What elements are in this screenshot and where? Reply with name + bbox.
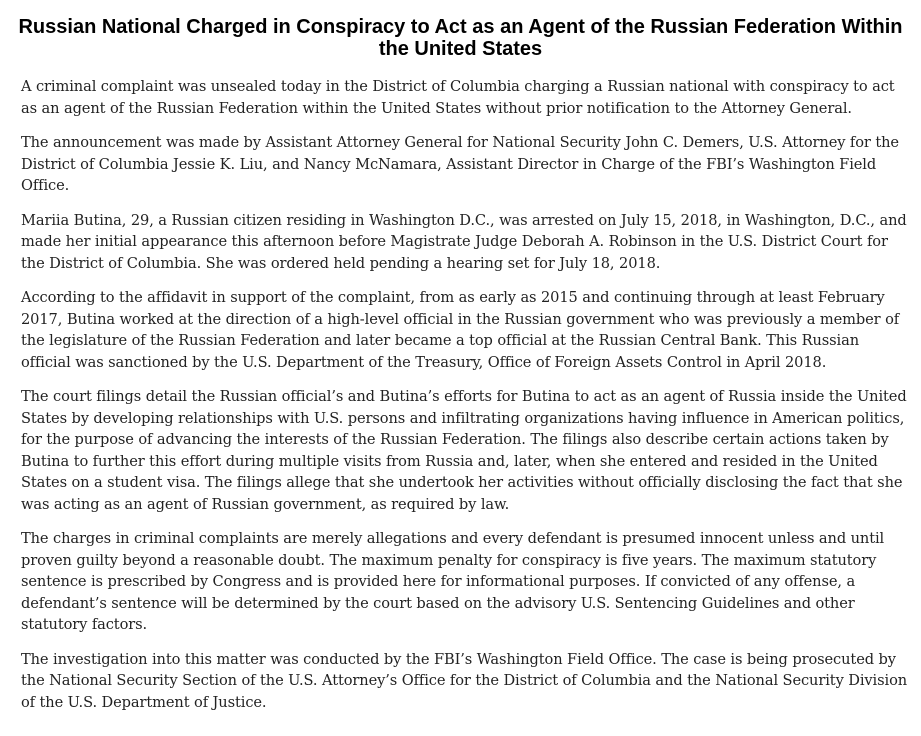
article-title: Russian National Charged in Conspiracy to Act as an Agent of the Russian Federation Within the United States [18, 16, 903, 60]
paragraph-court-filings: The court filings detail the Russian official’s and Butina’s efforts for Butina to act as an agent of Russia inside the United States by developing relationships with U.S. persons and infiltrating organizations having influence in American politics, for the purpose of advancing the interests of the Russian Federation. The filings also describe certain actions taken by Butina to further this effort during multiple visits from Russia and, later, when she entered and resided in the United States on a student visa. The filings allege that she undertook her activities without officially disclosing the fact that she was acting as an agent of Russian government, as required by law. [21, 388, 907, 513]
paragraph-charges-disclaimer: The charges in criminal complaints are merely allegations and every defendant is presumed innocent unless and until proven guilty beyond a reasonable doubt. The maximum penalty for conspiracy is five years. The maximum statutory sentence is prescribed by Congress and is provided here for informational purposes. If convicted of any offense, a defendant’s sentence will be determined by the court based on the advisory U.S. Sentencing Guidelines and other statutory factors. [21, 530, 885, 633]
paragraph-investigation: The investigation into this matter was conducted by the FBI’s Washington Field Office. The case is being prosecuted by the National Security Section of the U.S. Attorney’s Office for the District of Columbia and the National Security Division of the U.S. Department of Justice. [21, 650, 908, 711]
paragraph-affidavit: According to the affidavit in support of the complaint, from as early as 2015 and continuing through at least February 2017, Butina worked at the direction of a high-level official in the Russian government who was previously a member of the legislature of the Russian Federation and later became a top official at the Russian Central Bank. This Russian official was sanctioned by the U.S. Department of the Treasury, Office of Foreign Assets Control in April 2018. [21, 289, 900, 371]
paragraph-arrest: Mariia Butina, 29, a Russian citizen residing in Washington D.C., was arrested on July 15, 2018, in Washington, D.C., and made her initial appearance this afternoon before Magistrate Judge Deborah A. Robinson in the U.S. District Court for the District of Columbia. She was ordered held pending a hearing set for July 18, 2018. [21, 211, 907, 272]
paragraph-complaint-unsealed: A criminal complaint was unsealed today in the District of Columbia charging a Russian national with conspiracy to act as an agent of the Russian Federation within the United States without prior notification to the Attorney General. [21, 78, 895, 117]
article-body [21, 76, 909, 713]
paragraph-announcement: The announcement was made by Assistant Attorney General for National Security John C. Demers, U.S. Attorney for the District of Columbia Jessie K. Liu, and Nancy McNamara, Assistant Director in Charge of the FBI’s Washington Field Office. [21, 134, 899, 194]
